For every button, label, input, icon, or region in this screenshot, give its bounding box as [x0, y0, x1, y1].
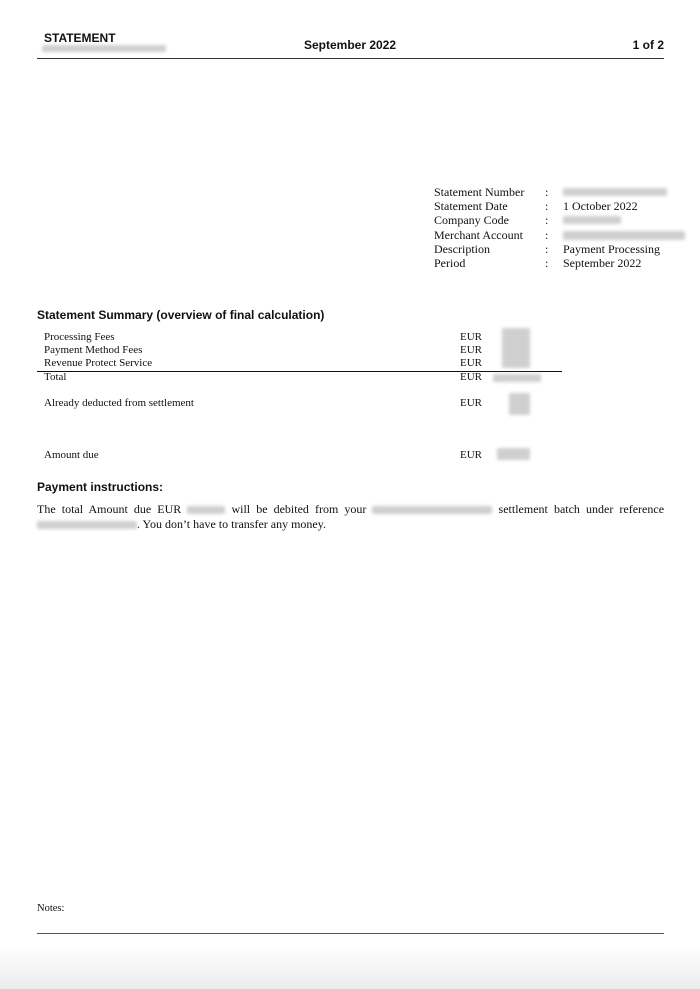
meta-label: Period: [434, 255, 466, 270]
meta-label: Description: [434, 241, 490, 256]
summary-row-label: Already deducted from settlement: [44, 397, 194, 409]
payment-text-part: settlement batch under reference: [498, 502, 665, 516]
header-title: STATEMENT: [44, 31, 116, 45]
meta-label: Company Code: [434, 213, 509, 228]
redacted-statement-number: [563, 188, 667, 196]
summary-row-currency: EUR: [460, 357, 482, 369]
redacted-merchant-account: [563, 231, 685, 240]
meta-separator: :: [545, 185, 549, 199]
redacted-reference: [37, 521, 137, 529]
meta-separator: :: [545, 199, 549, 214]
meta-separator: :: [545, 213, 549, 228]
meta-row-statement-date: [434, 199, 685, 213]
summary-row-label: Total: [44, 371, 67, 383]
statement-meta: [434, 185, 685, 270]
redacted-company-code: [563, 216, 621, 224]
summary-row-label: Amount due: [44, 449, 99, 461]
meta-row-merchant-account: [434, 228, 685, 242]
summary-row-currency: EUR: [460, 344, 482, 356]
meta-row-company-code: [434, 213, 685, 227]
payment-text-part: The total Amount due EUR: [37, 502, 182, 516]
header-page-number: 1 of 2: [632, 38, 664, 52]
meta-separator: :: [545, 227, 549, 242]
redacted-merchant-inline: [372, 506, 492, 514]
page-bottom-edge: [0, 945, 700, 989]
payment-instructions-text: [37, 502, 664, 531]
meta-separator: :: [545, 255, 549, 270]
summary-row-label: Revenue Protect Service: [44, 357, 153, 369]
summary-row-currency: EUR: [460, 449, 482, 461]
meta-label: Statement Number: [434, 185, 525, 199]
meta-label: Merchant Account: [434, 227, 523, 242]
meta-label: Statement Date: [434, 199, 508, 214]
meta-separator: :: [545, 241, 549, 256]
header-divider: [37, 58, 664, 59]
total-divider: [37, 371, 562, 372]
payment-text-part: will be debited from your: [231, 502, 367, 516]
summary-row-currency: EUR: [460, 331, 482, 343]
meta-value: Payment Processing: [563, 241, 660, 256]
meta-row-statement-number: [434, 185, 685, 199]
summary-title: Statement Summary (overview of final calculation): [37, 308, 325, 322]
redacted-deducted-amount: [509, 393, 530, 415]
meta-value: 1 October 2022: [563, 199, 638, 214]
header-date: September 2022: [303, 38, 397, 52]
summary-row-currency: EUR: [460, 397, 482, 409]
notes-divider: [37, 933, 664, 934]
notes-label: Notes:: [37, 903, 65, 914]
redacted-fee-amounts: [502, 328, 530, 368]
redacted-amount-due: [497, 448, 530, 460]
redacted-amount-inline: [187, 506, 225, 514]
meta-row-description: [434, 242, 685, 256]
payment-instructions-title: Payment instructions:: [37, 480, 164, 494]
meta-value: September 2022: [563, 255, 642, 270]
summary-row-label: Processing Fees: [44, 331, 115, 343]
summary-row-label: Payment Method Fees: [44, 344, 143, 356]
redacted-total-amount: [493, 374, 541, 382]
summary-row-currency: EUR: [460, 371, 482, 383]
meta-row-period: [434, 256, 685, 270]
payment-text-part: . You don’t have to transfer any money.: [137, 516, 326, 531]
